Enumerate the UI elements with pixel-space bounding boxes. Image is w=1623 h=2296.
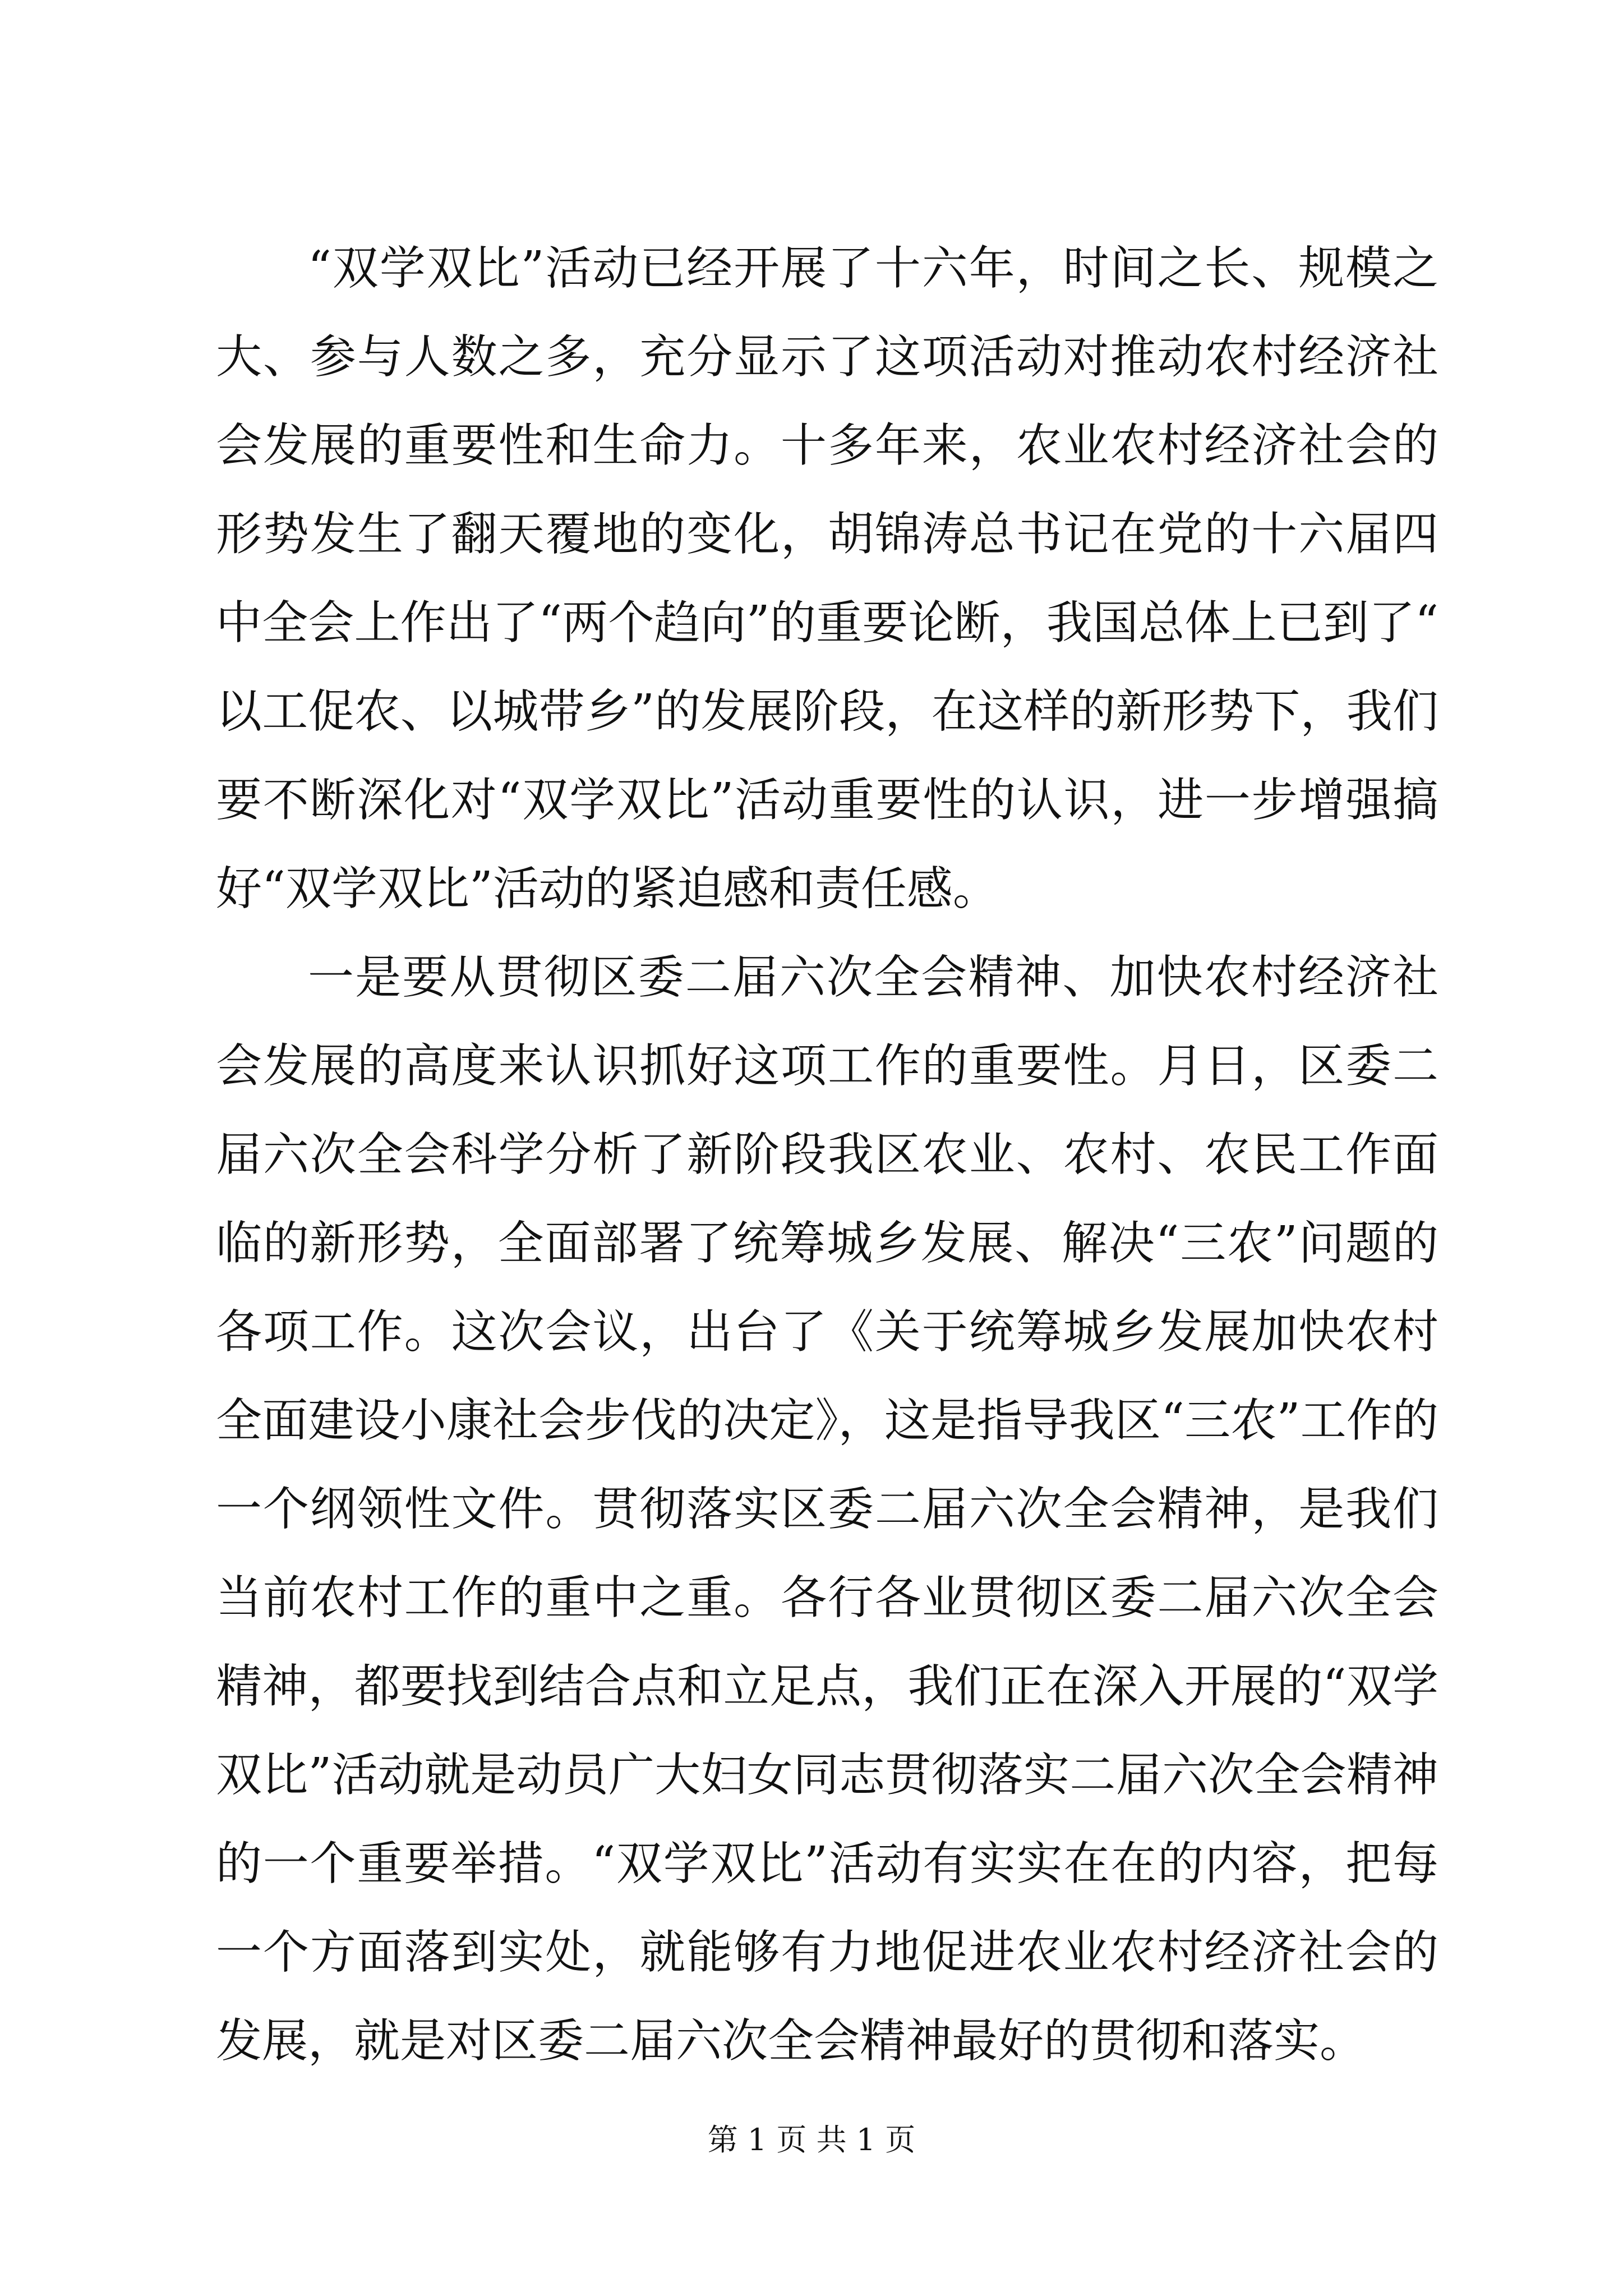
paragraph-1: “双学双比”活动已经开展了十六年，时间之长、规模之大、参与人数之多，充分显示了这项活动对推动农村经济社会发展的重要性和生命力。十多年来，农业农村经济社会的形势发生了翻天覆地的变化，胡锦涛总书记在党的十六届四中全会上作出了“两个趋向”的重要论断，我国总体上已到了“以工促农、以城带乡”的发展阶段，在这样的新形势下，我们要不断深化对“双学双比”活动重要性的认识，进一步增强搞好“双学双比”活动的紧迫感和责任感。 xyxy=(216,242,1438,915)
paragraph-2: 一是要从贯彻区委二届六次全会精神、加快农村经济社会发展的高度来认识抓好这项工作的重要性。月日，区委二届六次全会科学分析了新阶段我区农业、农村、农民工作面临的新形势，全面部署了统筹城乡发展、解决“三农”问题的各项工作。这次会议，出台了《关于统筹城乡发展加快农村全面建设小康社会步伐的决定》，这是指导我区“三农”工作的一个纲领性文件。贯彻落实区委二届六次全会精神，是我们当前农村工作的重中之重。各行各业贯彻区委二届六次全会精神，都要找到结合点和立足点，我们正在深入开展的“双学双比”活动就是动员广大妇女同志贯彻落实二届六次全会精神的一个重要举措。“双学双比”活动有实实在在的内容，把每一个方面落到实处，就能够有力地促进农业农村经济社会的发展，就是对区委二届六次全会精神最好的贯彻和落实。 xyxy=(216,951,1438,2068)
page-footer: 第 1 页 共 1 页 xyxy=(707,2122,916,2157)
document-body xyxy=(216,224,1438,2086)
